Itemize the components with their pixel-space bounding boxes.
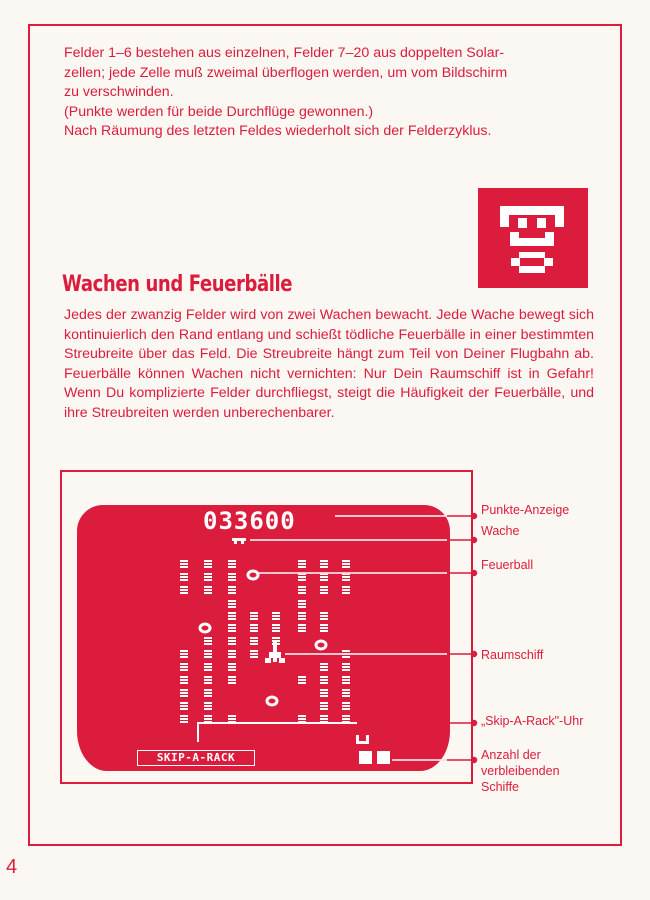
solar-cell-bar [320, 695, 328, 697]
solar-cell-bar [342, 682, 350, 684]
solar-cell-bar [204, 695, 212, 697]
intro-line: Nach Räumung des letzten Feldes wiederholt sich der Felderzyklus. [64, 123, 492, 139]
solar-cell-bar [298, 589, 306, 591]
solar-cell-bar [342, 566, 350, 568]
solar-cell-bar [228, 612, 236, 614]
solar-cell-bar [250, 653, 258, 655]
solar-cell-bar [272, 640, 280, 642]
solar-cell-bar [228, 650, 236, 652]
solar-cell-bar [180, 676, 188, 678]
guard-sprite-bottom [356, 735, 369, 744]
solar-cell-bar [272, 624, 280, 626]
ship-remaining [377, 751, 390, 764]
solar-cell-bar [180, 566, 188, 568]
solar-cell-bar [180, 586, 188, 588]
intro-line: zu verschwinden. [64, 84, 174, 100]
solar-cell-bar [298, 618, 306, 620]
label-fireball: Feuerball [481, 558, 534, 572]
solar-cell-bar [228, 656, 236, 658]
solar-cell-bar [342, 679, 350, 681]
ship-remaining [359, 751, 372, 764]
solar-cell-bar [250, 650, 258, 652]
solar-cell-bar [342, 676, 350, 678]
solar-cell-bar [180, 563, 188, 565]
solar-cell-bar [342, 708, 350, 710]
solar-cell-bar [342, 692, 350, 694]
solar-cell-bar [204, 573, 212, 575]
solar-cell-bar [320, 718, 328, 720]
solar-cell-bar [204, 676, 212, 678]
guard-sprite [232, 538, 246, 544]
solar-cell-bar [180, 715, 188, 717]
solar-cell-bar [272, 618, 280, 620]
fireball-icon [248, 571, 258, 579]
solar-cell-bar [228, 715, 236, 717]
solar-cell-bar [204, 592, 212, 594]
solar-cell-bar [228, 653, 236, 655]
solar-cell-bar [180, 669, 188, 671]
solar-cell-bar [250, 627, 258, 629]
solar-cell-bar [228, 679, 236, 681]
solar-cell-bar [298, 603, 306, 605]
section-body: Jedes der zwanzig Felder wird von zwei Wachen bewacht. Jede Wache bewegt sich kontinuierlich den Rand entlang und schießt tödliche Feuerbälle in einer bestimmten Streubreite über das Feld. Die Streubreite hängt zum Teil von Deiner Flugbahn ab. Feuerbälle können Wachen nicht vernichten: Nur Dein Raumschiff ist in Gefahr! Wenn Du komplizierte Felder durchfliegst, steigt die Häufigkeit der Feuerbälle, und ihre Streubreiten werden unberechenbarer. [64, 307, 594, 421]
solar-cell-bar [298, 624, 306, 626]
solar-cell-bar [298, 592, 306, 594]
solar-cell-bar [320, 679, 328, 681]
solar-cell-bar [180, 702, 188, 704]
solar-cell-bar [180, 653, 188, 655]
solar-cell-bar [204, 579, 212, 581]
solar-cell-bar [204, 682, 212, 684]
solar-cell-bar [180, 589, 188, 591]
solar-cell-bar [320, 624, 328, 626]
solar-cell-bar [250, 630, 258, 632]
solar-cell-bar [320, 592, 328, 594]
solar-cell-bar [250, 618, 258, 620]
label-guard: Wache [481, 524, 520, 538]
solar-cell-bar [320, 708, 328, 710]
solar-cell-bar [228, 592, 236, 594]
solar-cell-bar [228, 637, 236, 639]
solar-cell-bar [204, 708, 212, 710]
solar-cell-bar [342, 718, 350, 720]
solar-cell-bar [320, 612, 328, 614]
solar-cell-bar [228, 663, 236, 665]
label-ships-left-2: verbleibenden [481, 764, 560, 778]
solar-cell-bar [204, 702, 212, 704]
solar-cell-bar [228, 600, 236, 602]
solar-cell-bar [298, 576, 306, 578]
solar-cell-bar [298, 679, 306, 681]
solar-cell-bar [204, 653, 212, 655]
solar-cell-bar [180, 679, 188, 681]
solar-cell-bar [180, 579, 188, 581]
solar-cell-bar [298, 627, 306, 629]
fireball-icon [267, 697, 277, 705]
solar-cell-bar [180, 692, 188, 694]
solar-cell-bar [180, 576, 188, 578]
solar-cell-bar [298, 676, 306, 678]
solar-cell-bar [320, 576, 328, 578]
solar-cell-bar [204, 718, 212, 720]
solar-cell-bar [342, 579, 350, 581]
solar-cell-bar [342, 650, 350, 652]
solar-cell-bar [228, 586, 236, 588]
solar-cell-bar [204, 643, 212, 645]
solar-cell-bar [228, 589, 236, 591]
solar-cell-bar [204, 576, 212, 578]
solar-cell-bar [298, 600, 306, 602]
solar-cell-bar [298, 560, 306, 562]
solar-cell-bar [228, 669, 236, 671]
solar-cell-bar [204, 692, 212, 694]
solar-cell-bar [320, 702, 328, 704]
solar-cell-bar [180, 656, 188, 658]
solar-cell-bar [320, 689, 328, 691]
label-ships-left-3: Schiffe [481, 780, 519, 794]
solar-cell-bar [228, 718, 236, 720]
solar-cell-bar [298, 615, 306, 617]
solar-cell-bar [342, 563, 350, 565]
solar-cell-bar [204, 563, 212, 565]
solar-cell-bar [342, 669, 350, 671]
solar-cell-bar [342, 715, 350, 717]
solar-cell-bar [204, 663, 212, 665]
solar-cell-bar [342, 576, 350, 578]
solar-cell-bar [250, 643, 258, 645]
page-number: 4 [6, 856, 18, 878]
solar-cell-bar [320, 563, 328, 565]
solar-cell-bar [320, 666, 328, 668]
solar-cell-bar [228, 643, 236, 645]
solar-cell-bar [298, 566, 306, 568]
solar-cell-bar [180, 573, 188, 575]
solar-cell-bar [180, 650, 188, 652]
solar-cell-bar [228, 615, 236, 617]
solar-cell-bar [272, 630, 280, 632]
section-title: Wachen und Feuerbälle [62, 272, 293, 297]
solar-cell-bar [204, 560, 212, 562]
solar-cell-bar [228, 676, 236, 678]
solar-cell-bar [298, 715, 306, 717]
solar-cell-bar [228, 573, 236, 575]
solar-cell-bar [342, 586, 350, 588]
solar-cell-bar [180, 682, 188, 684]
solar-cell-bar [228, 606, 236, 608]
solar-cell-bar [320, 676, 328, 678]
solar-cell-bar [204, 689, 212, 691]
solar-cell-bar [320, 615, 328, 617]
solar-cell-bar [250, 637, 258, 639]
label-spaceship: Raumschiff [481, 648, 544, 662]
solar-cell-bar [320, 705, 328, 707]
solar-cell-bar [272, 612, 280, 614]
solar-cell-bar [320, 663, 328, 665]
solar-cell-bar [320, 627, 328, 629]
solar-cell-bar [320, 589, 328, 591]
solar-cell-bar [228, 566, 236, 568]
solar-cell-bar [298, 606, 306, 608]
solar-cell-bar [320, 618, 328, 620]
solar-cell-bar [272, 627, 280, 629]
solar-cell-bar [180, 663, 188, 665]
solar-cell-bar [180, 560, 188, 562]
solar-cell-bar [342, 592, 350, 594]
solar-cell-bar [228, 627, 236, 629]
solar-cell-bar [204, 666, 212, 668]
solar-cell-bar [320, 566, 328, 568]
solar-cell-bar [180, 689, 188, 691]
solar-cell-bar [180, 721, 188, 723]
solar-cell-bar [298, 563, 306, 565]
solar-cell-bar [250, 640, 258, 642]
solar-cell-bar [204, 656, 212, 658]
solar-cell-bar [272, 637, 280, 639]
solar-cell-bar [204, 589, 212, 591]
solar-cell-bar [342, 705, 350, 707]
solar-cell-bar [228, 682, 236, 684]
intro-line: Felder 1–6 bestehen aus einzelnen, Felder 7–20 aus doppelten Solar- [64, 45, 505, 61]
solar-cell-bar [228, 603, 236, 605]
solar-cell-bar [204, 715, 212, 717]
solar-cell-bar [228, 630, 236, 632]
solar-cell-bar [180, 666, 188, 668]
solar-cell-bar [298, 718, 306, 720]
solar-cell-bar [204, 637, 212, 639]
solar-cell-bar [204, 679, 212, 681]
solar-cell-bar [298, 586, 306, 588]
solar-cell-bar [180, 708, 188, 710]
solar-cell-bar [228, 624, 236, 626]
label-score: Punkte-Anzeige [481, 503, 570, 517]
solar-cell-bar [204, 566, 212, 568]
solar-cell-bar [204, 705, 212, 707]
solar-cell-bar [298, 579, 306, 581]
solar-cell-bar [320, 715, 328, 717]
solar-cell-bar [342, 656, 350, 658]
fireball-icon [316, 641, 326, 649]
solar-cell-bar [228, 560, 236, 562]
solar-cell-bar [180, 695, 188, 697]
solar-cell-bar [228, 563, 236, 565]
score-display: 033600 [203, 507, 296, 535]
solar-cell-bar [272, 615, 280, 617]
solar-cell-bar [320, 630, 328, 632]
label-ships-left-1: Anzahl der [481, 748, 541, 762]
solar-cell-bar [204, 650, 212, 652]
solar-cell-bar [250, 615, 258, 617]
solar-cell-bar [180, 592, 188, 594]
solar-cell-bar [298, 612, 306, 614]
solar-cell-bar [204, 586, 212, 588]
intro-line: (Punkte werden für beide Durchflüge gewonnen.) [64, 103, 374, 120]
callout-lines [250, 514, 477, 763]
label-skip-clock: „Skip-A-Rack"-Uhr [481, 714, 584, 728]
solar-cell-bar [342, 689, 350, 691]
solar-cell-bar [342, 560, 350, 562]
solar-cell-bar [298, 630, 306, 632]
solar-cell-bar [204, 669, 212, 671]
solar-cell-bar [342, 702, 350, 704]
solar-cell-bar [320, 692, 328, 694]
skip-a-rack-label: SKIP-A-RACK [137, 750, 255, 766]
fireball-icon [200, 624, 210, 632]
solar-cell-bar [180, 705, 188, 707]
solar-cell-bar [228, 618, 236, 620]
intro-line: zellen; jede Zelle muß zweimal überflogen werden, um vom Bildschirm [64, 64, 508, 81]
solar-cell-bar [250, 624, 258, 626]
skip-clock-bar [197, 722, 357, 724]
solar-cell-bar [228, 640, 236, 642]
solar-cell-bar [228, 666, 236, 668]
solar-cell-bar [250, 656, 258, 658]
solar-cell-bar [320, 579, 328, 581]
solar-cell-bar [250, 612, 258, 614]
solar-cell-bar [342, 589, 350, 591]
solar-cell-bar [342, 663, 350, 665]
solar-cell-bar [320, 669, 328, 671]
solar-cell-bar [342, 666, 350, 668]
solar-cell-bar [320, 586, 328, 588]
solar-cell-bar [180, 718, 188, 720]
solar-cell-bar [228, 576, 236, 578]
solar-cell-bar [320, 682, 328, 684]
solar-cell-bar [228, 579, 236, 581]
solar-cell-bar [342, 695, 350, 697]
solar-cell-bar [298, 682, 306, 684]
solar-cell-bar [320, 560, 328, 562]
solar-cell-bar [204, 640, 212, 642]
spaceship-icon [265, 642, 285, 663]
